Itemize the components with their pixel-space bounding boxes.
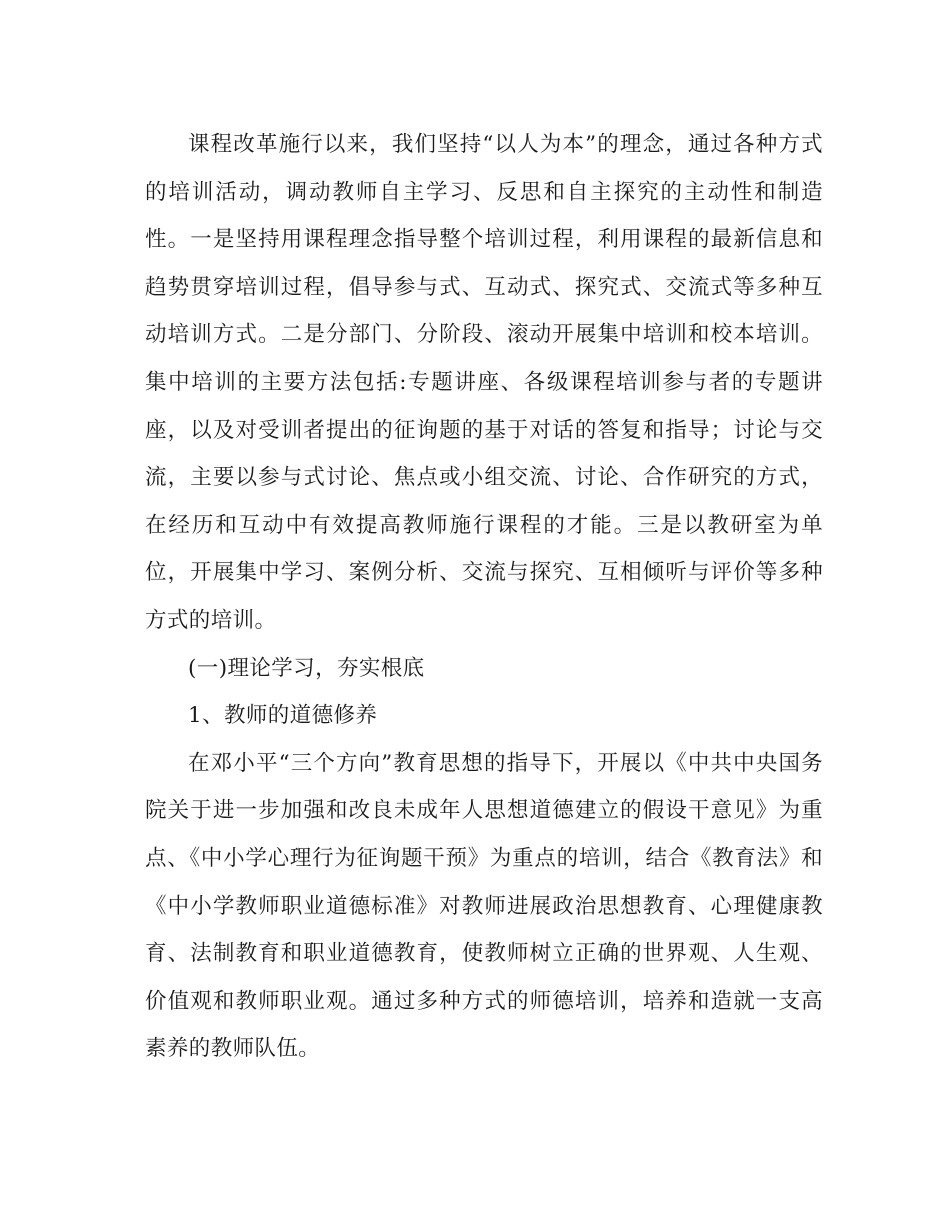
section-heading-theory-study: (一)理论学习，夯实根底 bbox=[188, 655, 425, 681]
paragraph-teacher-ethics: 在邓小平“三个方向”教育思想的指导下，开展以《中共中央国务院关于进一步加强和改良未成年人思想道德建立的假设干意见》为重点、《中小学心理行为征询题干预》为重点的培训，结合《教育法》和《中小学教师职业道德标准》对教师进展政治思想教育、心理健康教育、法制教育和职业道德教育，使教师树立正确的世界观、人生观、价值观和教师职业观。通过多种方式的师德培训，培养和造就一支高素养的教师队伍。 bbox=[145, 750, 823, 1062]
document-body bbox=[145, 121, 823, 1073]
subsection-heading-teacher-ethics: 1、教师的道德修养 bbox=[188, 703, 378, 729]
paragraph-training-overview: 课程改革施行以来，我们坚持“以人为本”的理念，通过各种方式的培训活动，调动教师自主学习、反思和自主探究的主动性和制造性。一是坚持用课程理念指导整个培训过程，利用课程的最新信息和趋势贯穿培训过程，倡导参与式、互动式、探究式、交流式等多种互动培训方式。二是分部门、分阶段、滚动开展集中培训和校本培训。集中培训的主要方法包括:专题讲座、各级课程培训参与者的专题讲座，以及对受训者提出的征询题的基于对话的答复和指导；讨论与交流，主要以参与式讨论、焦点或小组交流、讨论、合作研究的方式，在经历和互动中有效提高教师施行课程的才能。三是以教研室为单位，开展集中学习、案例分析、交流与探究、互相倾听与评价等多种方式的培训。 bbox=[145, 132, 823, 633]
